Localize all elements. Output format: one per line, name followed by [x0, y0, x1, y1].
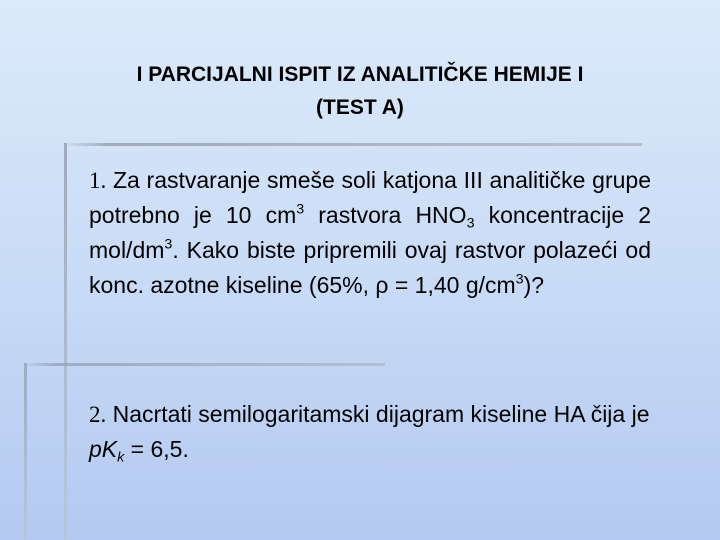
title-line-2: (TEST A): [316, 96, 404, 119]
question-1: [89, 163, 651, 303]
question-2: [89, 397, 651, 467]
decorative-vertical-line-right: [64, 143, 67, 540]
pk-symbol: pK: [89, 436, 118, 462]
subscript-three: 3: [466, 215, 475, 232]
slide-title: [30, 58, 690, 124]
superscript-cubed: 3: [515, 271, 524, 288]
decorative-vertical-line-left: [24, 363, 27, 540]
question-2-text-a: Nacrtati semilogaritamski dijagram kiseline HA čija je: [112, 401, 650, 427]
title-line-1: I PARCIJALNI ISPIT IZ ANALITIČKE HEMIJE I: [136, 63, 584, 86]
question-1-text-a: Za rastvaranje smeše soli katjona III analitičke grupe potrebno je 10 cm: [89, 167, 651, 228]
question-2-number: 2.: [89, 402, 107, 427]
question-1-text-c: koncentracije 2 mol/dm: [89, 202, 651, 263]
question-1-number: 1.: [89, 168, 107, 193]
pk-subscript: k: [117, 449, 125, 466]
decorative-horizontal-line-top: [62, 143, 642, 146]
question-1-text-e: )?: [523, 272, 545, 298]
question-1-text-d: . Kako biste pripremili ovaj rastvor polazeći od konc. azotne kiseline (65%, ρ = 1,40 g/cm: [89, 237, 651, 298]
question-2-text-b: = 6,5.: [124, 436, 189, 462]
superscript-cubed: 3: [164, 236, 173, 253]
decorative-horizontal-line-bottom: [20, 363, 385, 366]
question-1-text-b: rastvora HNO: [304, 202, 467, 228]
superscript-cubed: 3: [296, 201, 305, 218]
